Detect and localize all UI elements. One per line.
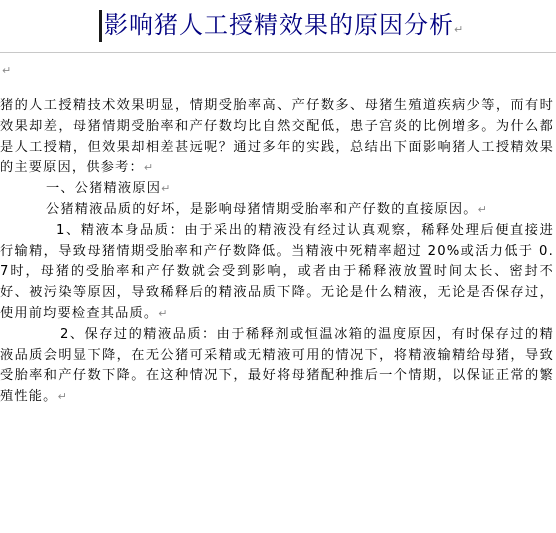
paragraph-text: 1、精液本身品质：由于采出的精液没有经过认真观察，稀释处理后便直接进行输精，导致母猪情期受胎率和产仔数降低。当精液中死精率超过 20%或活力低于 0.7时，母猪的受胎率和产仔数就会受到影响，或者由于稀释液放置时间太长、密封不好、被污染等原因，导致稀释后的精液品质下降。无论是什么精液，无论是否保存过，使用前均要检查其品质。 [0,222,554,321]
paragraph-semen-quality [0,200,554,221]
paragraph-text: 猪的人工授精技术效果明显，情期受胎率高、产仔数多、母猪生殖道疾病少等，而有时效果却差，母猪情期受胎率和产仔数均比自然交配低，患子宫炎的比例增多。为什么都是人工授精，但效果却相差甚远呢？通过多年的实践，总结出下面影响猪人工授精效果的主要原因，供参考： [0,98,554,176]
section-heading [0,179,554,200]
document-title[interactable] [104,8,463,47]
paragraph-point-2 [0,325,554,408]
paragraph-text: 公猪精液品质的好坏，是影响母猪情期受胎率和产仔数的直接原因。 [46,201,478,217]
paragraph-point-1 [0,221,554,325]
document-body[interactable] [0,96,554,408]
title-bar [0,0,556,53]
title-text: 影响猪人工授精效果的原因分析 [104,11,454,39]
text-cursor [99,10,102,42]
paragraph-mark-icon: ↵ [158,306,168,320]
paragraph-mark-icon: ↵ [2,64,12,77]
paragraph-mark-icon: ↵ [143,161,154,175]
paragraph-text: 一、公猪精液原因 [46,181,162,197]
paragraph-text: 2、保存过的精液品质：由于稀释剂或恒温冰箱的温度原因，有时保存过的精液品质会明显下降，在无公猪可采精或无精液可用的情况下，将精液输精给母猪，导致受胎率和产仔数下降。在这种情况下，最好将母猪配种推后一个情期，以保证正常的繁殖性能。 [0,326,554,405]
paragraph-mark-icon: ↵ [161,182,171,196]
paragraph-mark-icon: ↵ [57,390,67,404]
paragraph-mark-icon: ↵ [477,202,487,216]
paragraph-intro [0,96,554,179]
paragraph-mark-icon: ↵ [454,23,464,36]
